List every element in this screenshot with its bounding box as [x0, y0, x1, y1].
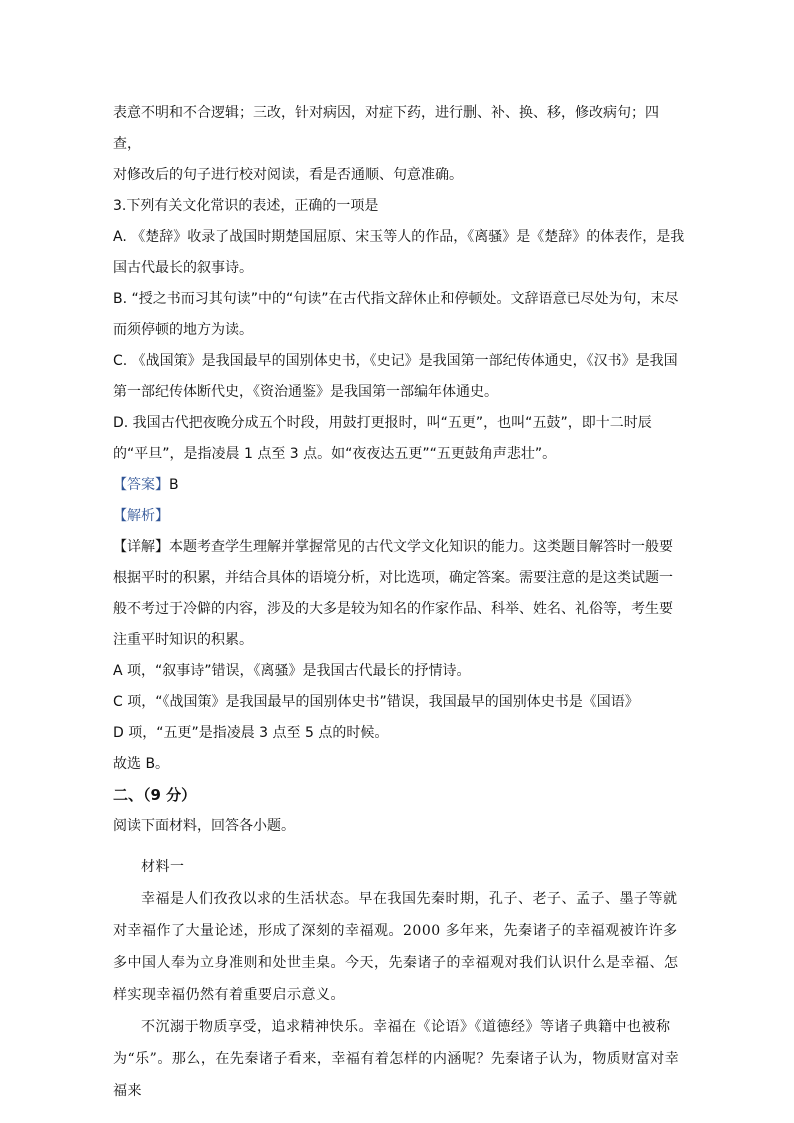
material-block	[113, 851, 685, 1107]
answer-value: B	[169, 477, 179, 493]
section-instruction: 阅读下面材料，回答各小题。	[113, 818, 295, 834]
answer-tag: 【答案】	[113, 477, 169, 493]
document-body	[113, 98, 685, 1107]
intro-line-1: 表意不明和不合逻辑；三改，针对病因，对症下药，进行删、补、换、移，修改病句；四查，	[113, 105, 659, 152]
analysis-line	[113, 501, 685, 532]
answer-line	[113, 470, 685, 501]
option-a: A. 《楚辞》收录了战国时期楚国屈原、宋玉等人的作品，《离骚》是《楚辞》的体表作，是我国古代最长的叙事诗。	[113, 229, 685, 276]
material-title: 材料一	[141, 859, 185, 875]
option-d: D. 我国古代把夜晚分成五个时段，用鼓打更报时，叫“五更”，也叫“五鼓”，即十二时辰的“平旦”，是指凌晨 1 点至 3 点。如“夜夜达五更”“五更鼓角声悲壮”。	[113, 415, 652, 462]
detail-paragraph	[113, 532, 685, 656]
analysis-tag: 【解析】	[113, 508, 169, 524]
item-a: A 项，“叙事诗”错误，《离骚》是我国古代最长的抒情诗。	[113, 663, 471, 679]
section-heading: 二、（9 分）	[113, 786, 197, 804]
option-c: C. 《战国策》是我国最早的国别体史书，《史记》是我国第一部纪传体通史，《汉书》是我国第一部纪传体断代史，《资治通鉴》是我国第一部编年体通史。	[113, 353, 678, 400]
option-b: B. “授之书而习其句读”中的“句读”在古代指文辞休止和停顿处。文辞语意已尽处为句，末尽而须停顿的地方为读。	[113, 291, 679, 338]
detail-tag: 【详解】	[113, 539, 169, 555]
material-paragraph-2: 不沉溺于物质享受，追求精神快乐。幸福在《论语》《道德经》等诸子典籍中也被称为“乐”。那么，在先秦诸子看来，幸福有着怎样的内涵呢？先秦诸子认为，物质财富对幸福来	[113, 1019, 680, 1099]
intro-line-2: 对修改后的句子进行校对阅读，看是否通顺、句意准确。	[113, 167, 463, 183]
conclusion: 故选 B。	[113, 756, 170, 772]
item-c: C 项，“《战国策》是我国最早的国别体史书”错误，我国最早的国别体史书是《国语》	[113, 694, 639, 710]
detail-text: 本题考查学生理解并掌握常见的古代文学文化知识的能力。这类题目解答时一般要根据平时的积累，并结合具体的语境分析，对比选项，确定答案。需要注意的是这类试题一般不考过于冷僻的内容，涉及的大多是较为知名的作家作品、科举、姓名、礼俗等，考生要注重平时知识的积累。	[113, 539, 673, 648]
material-paragraph-1: 幸福是人们孜孜以求的生活状态。早在我国先秦时期，孔子、老子、孟子、墨子等就对幸福作了大量论述，形成了深刻的幸福观。2000 多年来，先秦诸子的幸福观被许许多多中国人奉为立身准则和处世圭臬。今天，先秦诸子的幸福观对我们认识什么是幸福、怎样实现幸福仍然有着重要启示意义。	[113, 891, 679, 1003]
question-3-stem: 3.下列有关文化常识的表述，正确的一项是	[113, 198, 379, 214]
item-d: D 项，“五更”是指凌晨 3 点至 5 点的时候。	[113, 725, 389, 741]
